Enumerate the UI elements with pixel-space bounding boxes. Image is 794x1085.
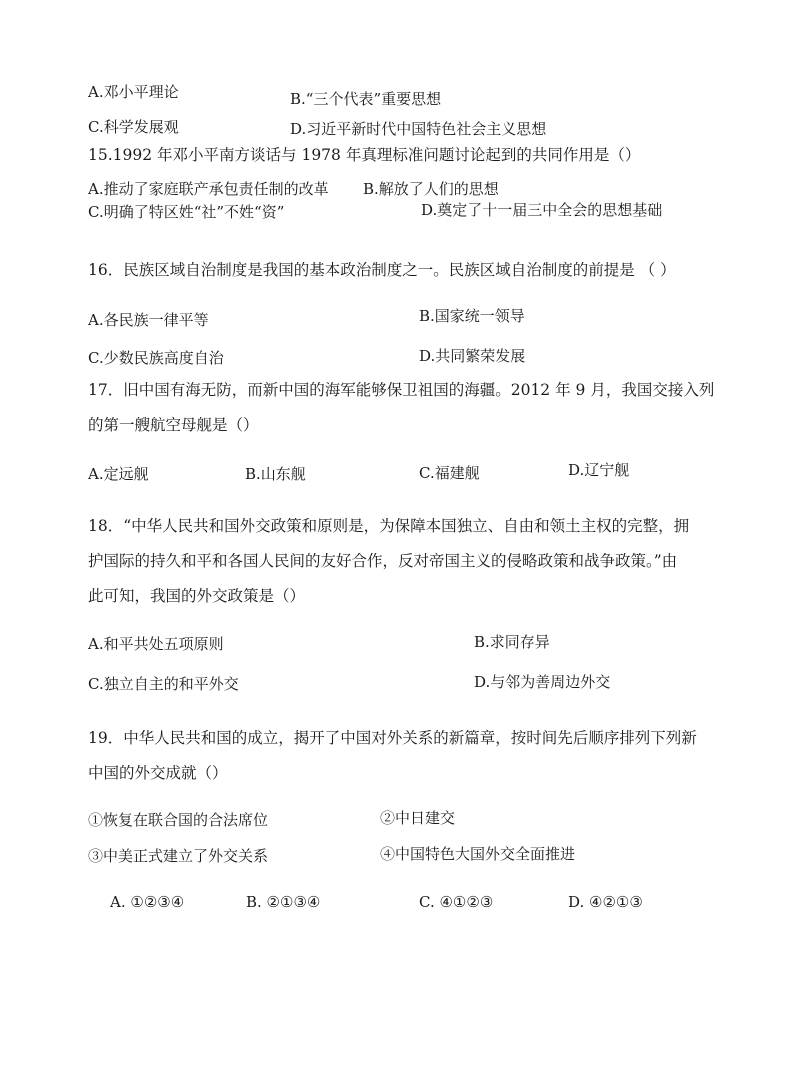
q17-stem-line1: 17．旧中国有海无防，而新中国的海军能够保卫祖国的海疆。2012 年 9 月，我国交接入列	[88, 381, 715, 399]
q16-option-d: D.共同繁荣发展	[419, 347, 526, 365]
q15-option-a: A.推动了家庭联产承包责任制的改革	[88, 180, 329, 198]
q17-option-b: B.山东舰	[245, 465, 306, 483]
q18-stem-line1: 18．“中华人民共和国外交政策和原则是，为保障本国独立、自由和领土主权的完整，拥	[88, 517, 690, 535]
q15-option-c: C.明确了特区姓“社”不姓“资”	[88, 203, 285, 221]
q19-option-b: B. ②①③④	[246, 893, 321, 911]
q19-event-1: ①恢复在联合国的合法席位	[88, 811, 269, 829]
q19-option-d: D. ④②①③	[568, 893, 643, 911]
q19-event-4: ④中国特色大国外交全面推进	[380, 845, 576, 863]
q19-stem-line1: 19．中华人民共和国的成立，揭开了中国对外关系的新篇章，按时间先后顺序排列下列新	[88, 729, 697, 747]
q19-event-2: ②中日建交	[380, 809, 456, 827]
q14-option-c: C.科学发展观	[88, 118, 179, 136]
q19-stem-line2: 中国的外交成就（）	[88, 764, 228, 782]
q17-stem-line2: 的第一艘航空母舰是（）	[88, 416, 259, 434]
q16-stem: 16．民族区域自治制度是我国的基本政治制度之一。民族区域自治制度的前提是 （ ）	[88, 261, 676, 279]
q16-option-a: A.各民族一律平等	[88, 311, 209, 329]
q15-option-b: B.解放了人们的思想	[363, 180, 499, 198]
q17-option-c: C.福建舰	[419, 464, 480, 482]
q18-stem-line2: 护国际的持久和平和各国人民间的友好合作，反对帝国主义的侵略政策和战争政策。”由	[88, 552, 678, 570]
q15-option-d: D.奠定了十一届三中全会的思想基础	[421, 201, 663, 219]
q18-option-c: C.独立自主的和平外交	[88, 675, 239, 693]
q19-option-a: A. ①②③④	[110, 893, 185, 911]
q14-option-d: D.习近平新时代中国特色社会主义思想	[290, 120, 547, 138]
q17-option-d: D.辽宁舰	[568, 461, 630, 479]
q14-option-a: A.邓小平理论	[88, 83, 179, 101]
q19-option-c: C. ④①②③	[419, 893, 494, 911]
q16-option-c: C.少数民族高度自治	[88, 349, 224, 367]
q17-option-a: A.定远舰	[88, 465, 149, 483]
q14-option-b: B.“三个代表”重要思想	[290, 90, 442, 108]
q18-option-b: B.求同存异	[474, 633, 550, 651]
q18-option-a: A.和平共处五项原则	[88, 635, 224, 653]
q16-option-b: B.国家统一领导	[419, 307, 525, 325]
q15-stem: 15.1992 年邓小平南方谈话与 1978 年真理标准问题讨论起到的共同作用是（）	[88, 146, 641, 164]
q19-event-3: ③中美正式建立了外交关系	[88, 847, 269, 865]
q18-stem-line3: 此可知，我国的外交政策是（）	[88, 587, 306, 605]
q18-option-d: D.与邻为善周边外交	[474, 673, 611, 691]
